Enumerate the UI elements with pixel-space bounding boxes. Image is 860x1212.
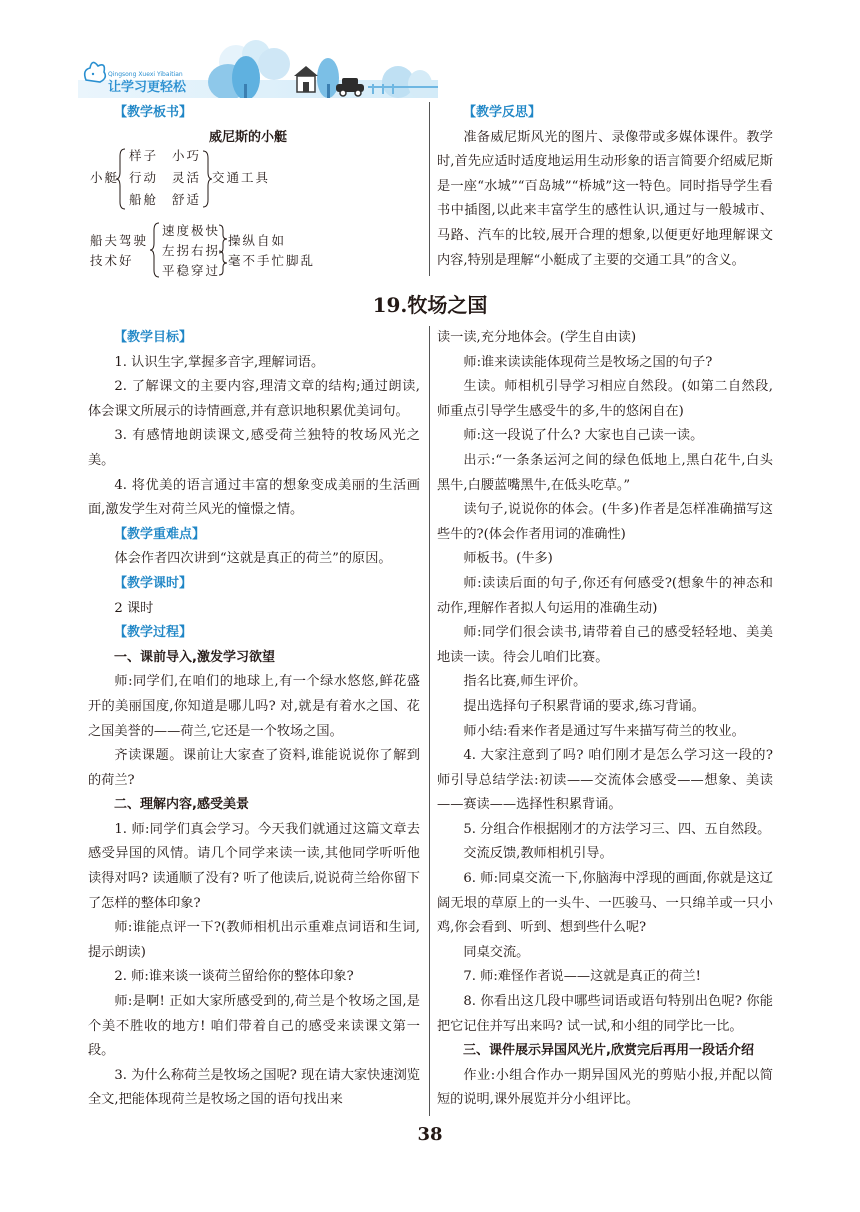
column-divider-main — [429, 326, 430, 1116]
right-paragraph-19: 8. 你看出这几段中哪些词语或语句特别出色呢? 你能把它记住并写出来吗? 试一试,和小组的同学比一比。 — [437, 994, 773, 1034]
page-number: 38 — [417, 1124, 443, 1145]
header-banner — [78, 40, 438, 98]
section-2-heading: 二、理解内容,感受美景 — [114, 797, 249, 813]
section-1-heading: 一、课前导入,激发学习欲望 — [114, 649, 275, 665]
board-tag: 【教学板书】 — [114, 105, 193, 120]
brace-left-2 — [150, 222, 160, 278]
left-paragraph-4: 师:谁能点评一下?(教师相机出示重难点词语和生词,提示朗读) — [88, 920, 420, 960]
board-g2-1: 左拐右拐 — [162, 243, 221, 258]
board-left2-1: 技术好 — [90, 253, 134, 268]
board-root: 小艇 — [90, 170, 120, 185]
right-paragraph-3: 生读。师相机引导学习相应自然段。(如第二自然段,师重点引导学生感受牛的多,牛的悠闲自在) — [437, 379, 773, 419]
brace-right-1 — [202, 150, 212, 208]
board-g1-result: 交通工具 — [212, 170, 271, 185]
rabbit-icon — [85, 62, 106, 82]
left-paragraph-7: 3. 为什么称荷兰是牧场之国呢? 现在请大家快速浏览全文,把能体现荷兰是牧场之国的语句找出来 — [88, 1067, 420, 1108]
left-paragraph-6: 师:是啊! 正如大家所感受到的,荷兰是个牧场之国,是个美不胜收的地方! 咱们带着自己的感受来读课文第一段。 — [88, 994, 420, 1059]
brace-right-2b — [218, 250, 228, 276]
reflection-text: 准备威尼斯风光的图片、录像带或多媒体课件。教学时,首先应适时适度地运用生动形象的语言简要介绍威尼斯是一座“水城”“百岛城”“桥城”这一特色。同时指导学生看书中插图,以此来丰富学生的感性认识,通过与一般城市、马路、汽车的比较,展开合理的想象,以便更好地理解课文内容,特别是理解“小艇成了主要的交通工具”的含义。 — [437, 129, 773, 268]
key-tag: 【教学重难点】 — [114, 526, 206, 542]
right-paragraph-11: 提出选择句子积累背诵的要求,练习背诵。 — [463, 698, 705, 714]
board-g1-b-2: 舒适 — [172, 192, 202, 207]
process-tag: 【教学过程】 — [114, 625, 193, 641]
right-paragraph-7: 师板书。(牛多) — [463, 551, 553, 567]
left-paragraph-3: 1. 师:同学们真会学习。今天我们就通过这篇文章去感受异国的风情。请几个同学来读一读,其他同学听听他读得对吗? 读通顺了没有? 听了他读后,说说荷兰给你留下了怎样的整体印象? — [88, 821, 420, 911]
column-divider-top — [429, 102, 430, 276]
right-paragraph-16: 6. 师:同桌交流一下,你脑海中浮现的画面,你就是这辽阔无垠的草原上的一头牛、一匹骏马、一只绵羊或一只小鸡,你会看到、听到、想到些什么呢? — [437, 871, 773, 936]
right-paragraph-6: 读句子,说说你的体会。(牛多)作者是怎样准确描写这些牛的?(体会作者用词的准确性) — [437, 502, 773, 542]
logo-text: 让学习更轻松 — [108, 80, 187, 95]
board-g1-b-1: 灵活 — [172, 170, 202, 185]
left-paragraph-5: 2. 师:谁来谈一谈荷兰留给你的整体印象? — [114, 969, 354, 985]
section-3-heading: 三、课件展示异国风光片,欣赏完后再用一段话介绍 — [463, 1043, 754, 1059]
board-g2-0: 速度极快 — [162, 223, 221, 238]
key-text: 体会作者四次讲到“这就是真正的荷兰”的原因。 — [114, 551, 392, 567]
header-illustration — [78, 40, 438, 98]
lesson-title-text: 牧场之国 — [407, 293, 488, 317]
board-g1-a-2: 船舱 — [129, 192, 159, 207]
board-g2-result-0: 操纵自如 — [228, 233, 287, 248]
logo-pinyin: Qingsong Xuexi Yibaitian — [108, 71, 183, 78]
board-g1-a-0: 样子 — [129, 148, 159, 163]
left-paragraph-2: 齐读课题。课前让大家查了资料,谁能说说你了解到的荷兰? — [88, 748, 420, 788]
board-g2-result-1: 毫不手忙脚乱 — [228, 253, 316, 268]
right-paragraph-12: 师小结:看来作者是通过写牛来描写荷兰的牧业。 — [463, 723, 745, 739]
right-paragraph-20: 作业:小组合作办一期异国风光的剪贴小报,并配以简短的说明,课外展览并分小组评比。 — [437, 1067, 773, 1108]
reflection-tag: 【教学反思】 — [463, 105, 542, 120]
goal-2: 2. 了解课文的主要内容,理清文章的结构;通过朗读,体会课文所展示的诗情画意,并有意识地积累优美词句。 — [88, 379, 420, 419]
board-left2-0: 船夫驾驶 — [90, 233, 149, 248]
board-tag-wrap — [88, 101, 418, 126]
right-paragraph-15: 交流反馈,教师相机引导。 — [463, 846, 613, 862]
right-paragraph-1: 读一读,充分地体会。(学生自由读) — [437, 330, 637, 345]
board-g2-2: 平稳穿过 — [162, 263, 221, 278]
board-g1-b-0: 小巧 — [172, 148, 202, 163]
hours-text: 2 课时 — [114, 600, 154, 616]
goals-tag: 【教学目标】 — [114, 330, 193, 345]
goal-3: 3. 有感情地朗读课文,感受荷兰独特的牧场风光之美。 — [88, 428, 420, 468]
right-paragraph-13: 4. 大家注意到了吗? 咱们刚才是怎么学习这一段的? 师引导总结学法:初读——交流体会感受——想象、美读——赛读——选择性积累背诵。 — [437, 748, 773, 813]
right-paragraph-18: 7. 师:难怪作者说——这就是真正的荷兰! — [463, 969, 701, 985]
lesson-number: 19. — [372, 293, 408, 317]
right-paragraph-9: 师:同学们很会读书,请带着自己的感受轻轻地、美美地读一读。待会儿咱们比赛。 — [437, 625, 773, 665]
right-paragraph-10: 指名比赛,师生评价。 — [463, 674, 587, 690]
right-paragraph-14: 5. 分组合作根据刚才的方法学习三、四、五自然段。 — [463, 821, 771, 837]
goal-4: 4. 将优美的语言通过丰富的想象变成美丽的生活画面,激发学生对荷兰风光的憧憬之情。 — [88, 477, 420, 518]
board-g1-a-1: 行动 — [129, 170, 159, 185]
right-paragraph-8: 师:读读后面的句子,你还有何感受?(想象牛的神态和动作,理解作者拟人句运用的准确生动) — [437, 575, 773, 616]
right-paragraph-4: 师:这一段说了什么? 大家也自己读一读。 — [463, 428, 704, 444]
brace-left-1 — [116, 148, 126, 210]
left-column — [88, 326, 420, 1113]
right-paragraph-17: 同桌交流。 — [463, 944, 530, 960]
hours-tag: 【教学课时】 — [114, 575, 193, 591]
goal-1: 1. 认识生字,掌握多音字,理解词语。 — [114, 354, 325, 370]
left-paragraph-1: 师:同学们,在咱们的地球上,有一个绿水悠悠,鲜花盛开的美丽国度,你知道是哪儿吗? 对,就是有着水之国、花之国美誉的——荷兰,它还是一个牧场之国。 — [88, 674, 420, 739]
right-paragraph-2: 师:谁来读读能体现荷兰是牧场之国的句子? — [463, 354, 713, 370]
right-paragraph-5: 出示:“一条条运河之间的绿色低地上,黑白花牛,白头黑牛,白腰蓝嘴黑牛,在低头吃草。” — [437, 452, 773, 493]
reflection-section — [437, 101, 773, 273]
board-title: 威尼斯的小艇 — [209, 130, 288, 145]
right-column — [437, 326, 773, 1113]
lesson-title — [0, 289, 860, 318]
